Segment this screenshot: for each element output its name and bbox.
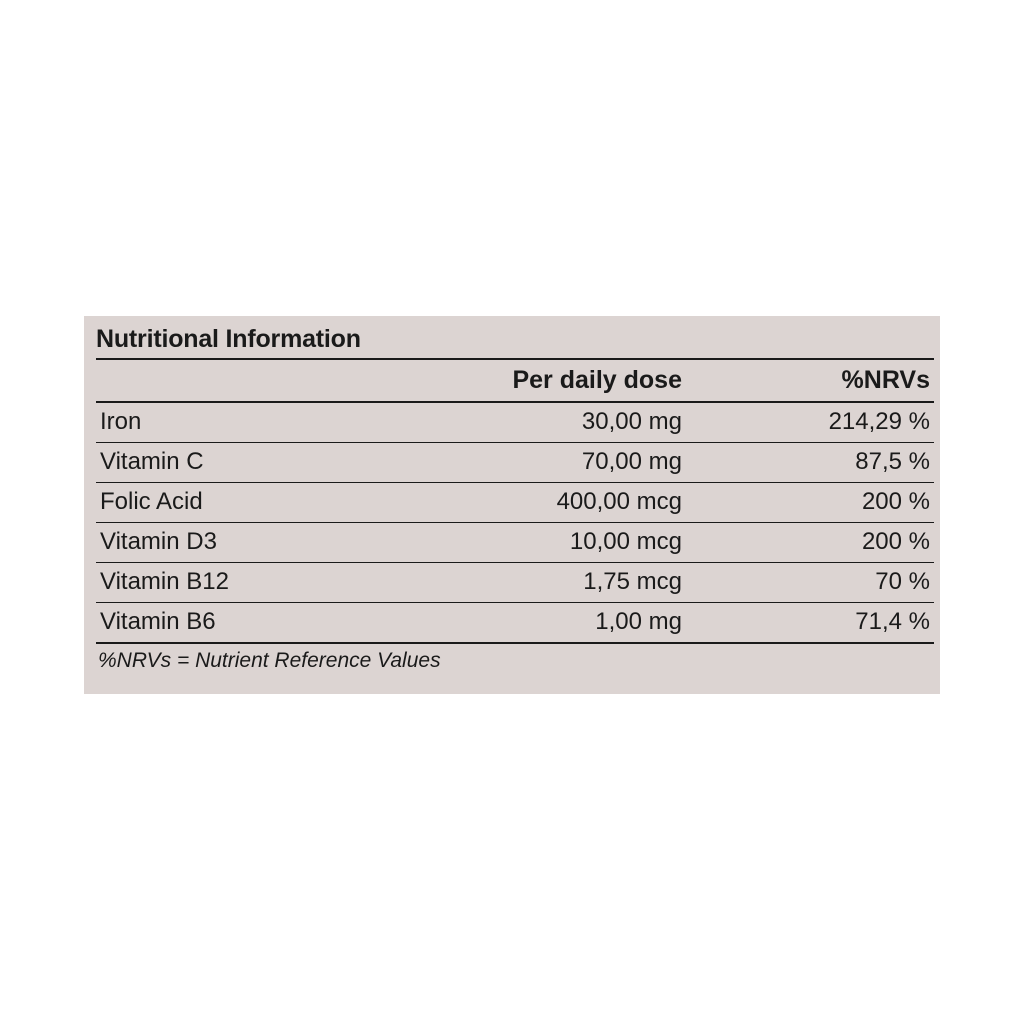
cell-nutrient-name: Vitamin C — [96, 443, 396, 483]
cell-daily-dose: 30,00 mg — [396, 402, 686, 443]
cell-daily-dose: 1,75 mcg — [396, 563, 686, 603]
cell-nrv: 214,29 % — [686, 402, 934, 443]
nutrition-table — [96, 358, 934, 644]
cell-daily-dose: 70,00 mg — [396, 443, 686, 483]
table-row — [96, 402, 934, 443]
column-header-nrv: %NRVs — [686, 359, 934, 402]
table-row — [96, 563, 934, 603]
cell-nutrient-name: Folic Acid — [96, 483, 396, 523]
cell-nutrient-name: Vitamin B6 — [96, 603, 396, 644]
cell-daily-dose: 400,00 mcg — [396, 483, 686, 523]
cell-nrv: 87,5 % — [686, 443, 934, 483]
nutrition-table-container — [96, 325, 934, 673]
table-row — [96, 523, 934, 563]
column-header-nutrient — [96, 359, 396, 402]
cell-nrv: 70 % — [686, 563, 934, 603]
column-header-per-daily-dose: Per daily dose — [396, 359, 686, 402]
cell-nutrient-name: Iron — [96, 402, 396, 443]
cell-nutrient-name: Vitamin B12 — [96, 563, 396, 603]
cell-nutrient-name: Vitamin D3 — [96, 523, 396, 563]
table-header-row — [96, 359, 934, 402]
table-row — [96, 443, 934, 483]
table-row — [96, 603, 934, 644]
cell-nrv: 71,4 % — [686, 603, 934, 644]
page-title: Nutritional Information — [96, 325, 361, 353]
table-row — [96, 483, 934, 523]
cell-nrv: 200 % — [686, 523, 934, 563]
cell-daily-dose: 1,00 mg — [396, 603, 686, 644]
cell-nrv: 200 % — [686, 483, 934, 523]
cell-daily-dose: 10,00 mcg — [396, 523, 686, 563]
table-footnote: %NRVs = Nutrient Reference Values — [98, 649, 441, 672]
